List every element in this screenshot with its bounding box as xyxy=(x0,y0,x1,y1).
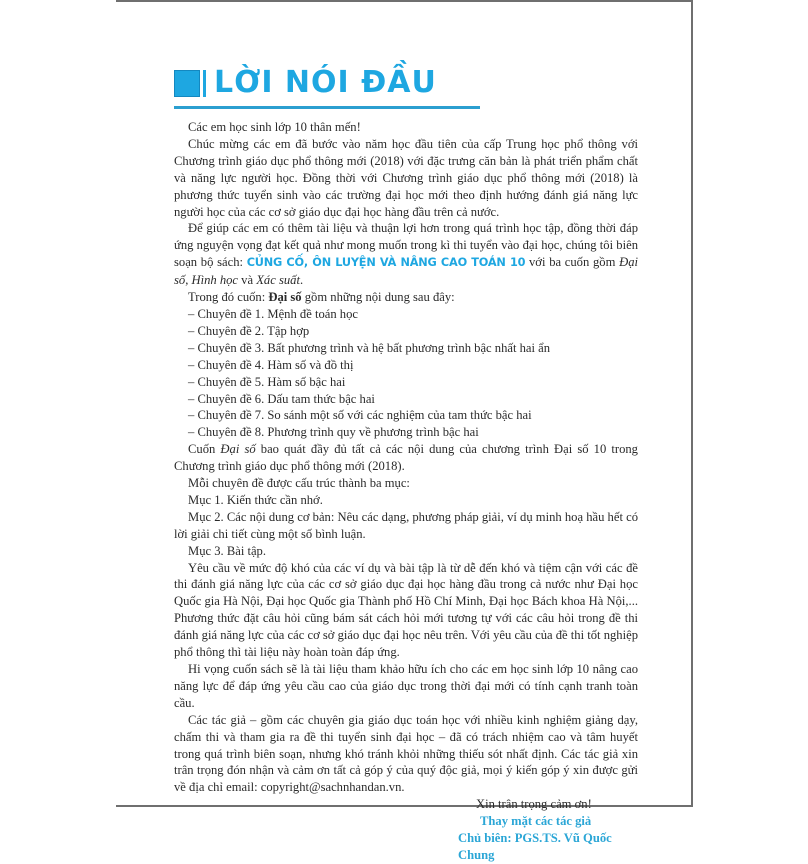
topic-item: – Chuyên đề 1. Mệnh đề toán học xyxy=(188,306,358,321)
paragraph-book-series xyxy=(174,220,638,289)
section-2: Mục 2. Các nội dung cơ bản: Nêu các dạng, phương pháp giải, ví dụ minh hoạ hầu hết có lời giải chi tiết cùng một số bình luận. xyxy=(174,509,638,541)
book-title-probability: Xác suất xyxy=(256,273,300,288)
topic-item: – Chuyên đề 7. So sánh một số với các nghiệm của tam thức bậc hai xyxy=(188,408,532,423)
text: và xyxy=(238,273,257,288)
section-1: Mục 1. Kiến thức cần nhớ. xyxy=(188,492,323,507)
text: , xyxy=(185,273,192,288)
text: bao quát đầy đủ tất cả các nội dung của chương trình Đại số 10 trong Chương trình giáo dục phổ thông mới (2018). xyxy=(174,442,638,474)
topic-item: – Chuyên đề 4. Hàm số và đồ thị xyxy=(188,357,354,372)
paragraph-authors: Các tác giả – gồm các chuyên gia giáo dục toán học với nhiều kinh nghiệm giảng dạy, chấm thi và tham gia ra đề thi tuyển sinh đại học – đã có trách nhiệm cao và tâm huyết trong quá trình biên soạn, nhưng khó tránh khỏi những thiếu sót nhất định. Các tác giả xin trân trọng đón nhận và cảm ơn tất cả góp ý của quý độc giả, mọi ý kiến góp ý xin được gửi về địa chỉ email: copyright@sachnhandan.vn. xyxy=(174,712,638,795)
heading-bar-icon xyxy=(203,70,206,97)
italic-text: Đại số xyxy=(220,442,256,457)
representative-line: Thay mặt các tác giả xyxy=(480,814,592,829)
page-border-top xyxy=(116,0,693,2)
editor-line: Chủ biên: PGS.TS. Vũ Quốc Chung xyxy=(458,831,612,862)
paragraph-difficulty: Yêu cầu về mức độ khó của các ví dụ và bài tập là từ dễ đến khó và tiệm cận với các đề thi đánh giá năng lực của các cơ sở giáo dục đại học hàng đầu trong cả nước như Đại học Quốc gia Hà Nội, Đại học Quốc gia Thành phố Hồ Chí Minh, Đại học Bách khoa Hà Nội,... Phương thức đặt câu hỏi cũng bám sát cách hỏi mới tương tự với các câu hỏi trong đề thi đánh giá năng lực của các cơ sở giáo dục đại học nêu trên. Với yêu cầu của đề thi tốt nghiệp phổ thông thì tài liệu này hoàn toàn đáp ứng. xyxy=(174,560,638,660)
topic-item: – Chuyên đề 6. Dấu tam thức bậc hai xyxy=(188,391,375,406)
book-title-algebra: Đại số xyxy=(174,255,638,288)
page-border-right xyxy=(691,0,693,807)
text: Để giúp các em có thêm tài liệu và thuận lợi hơn trong quá trình học tập, đồng thời đáp ứng nguyện vọng đạt kết quả như mong muốn trong kì thi tuyển vào đại học, chúng tôi biên soạn bộ sách: xyxy=(174,221,638,270)
paragraph-contents-intro xyxy=(174,289,638,306)
paragraph-coverage xyxy=(174,441,638,475)
text: gồm những nội dung sau đây: xyxy=(301,290,455,305)
paragraph-intro: Chúc mừng các em đã bước vào năm học đầu tiên của cấp Trung học phổ thông với Chương trình giáo dục phổ thông mới (2018) với đặc trưng căn bản là phát triển phẩm chất và năng lực người học. Đồng thời với Chương trình giáo dục phổ thông mới (2018) là phương thức tuyển sinh vào các trường đại học mới theo định hướng đánh giá năng lực người học của các cơ sở giáo dục đại học hàng đầu trên cả nước. xyxy=(174,136,638,219)
greeting: Các em học sinh lớp 10 thân mến! xyxy=(188,120,361,134)
book-title-geometry: Hình học xyxy=(191,273,239,288)
topic-item: – Chuyên đề 2. Tập hợp xyxy=(188,323,310,338)
series-title: CỦNG CỐ, ÔN LUYỆN VÀ NÂNG CAO TOÁN 10 xyxy=(246,256,526,270)
heading-square-icon xyxy=(174,70,200,97)
paragraph-structure: Mỗi chuyên đề được cấu trúc thành ba mục: xyxy=(188,476,410,491)
thanks-line: Xin trân trọng cảm ơn! xyxy=(476,797,592,812)
bold-text: Đại số xyxy=(268,290,302,305)
text: . xyxy=(299,273,304,288)
heading-divider xyxy=(174,106,480,109)
text: với ba cuốn gồm xyxy=(525,255,620,270)
text: Trong đó cuốn: xyxy=(188,290,269,305)
topic-item: – Chuyên đề 5. Hàm số bậc hai xyxy=(188,374,346,389)
text: Cuốn xyxy=(188,442,221,457)
topic-item: – Chuyên đề 3. Bất phương trình và hệ bất phương trình bậc nhất hai ẩn xyxy=(188,340,551,355)
topic-item: – Chuyên đề 8. Phương trình quy về phương trình bậc hai xyxy=(188,425,479,440)
page-title: LỜI NÓI ĐẦU xyxy=(214,65,437,100)
paragraph-hope: Hi vọng cuốn sách sẽ là tài liệu tham khảo hữu ích cho các em học sinh lớp 10 nâng cao năng lực để đáp ứng yêu cầu cao của giáo dục trong thời đại mới có tính cạnh tranh toàn cầu. xyxy=(174,662,638,710)
section-3: Mục 3. Bài tập. xyxy=(188,543,266,558)
page-heading xyxy=(174,63,437,103)
preface-body xyxy=(174,119,638,864)
topic-list xyxy=(174,306,638,441)
